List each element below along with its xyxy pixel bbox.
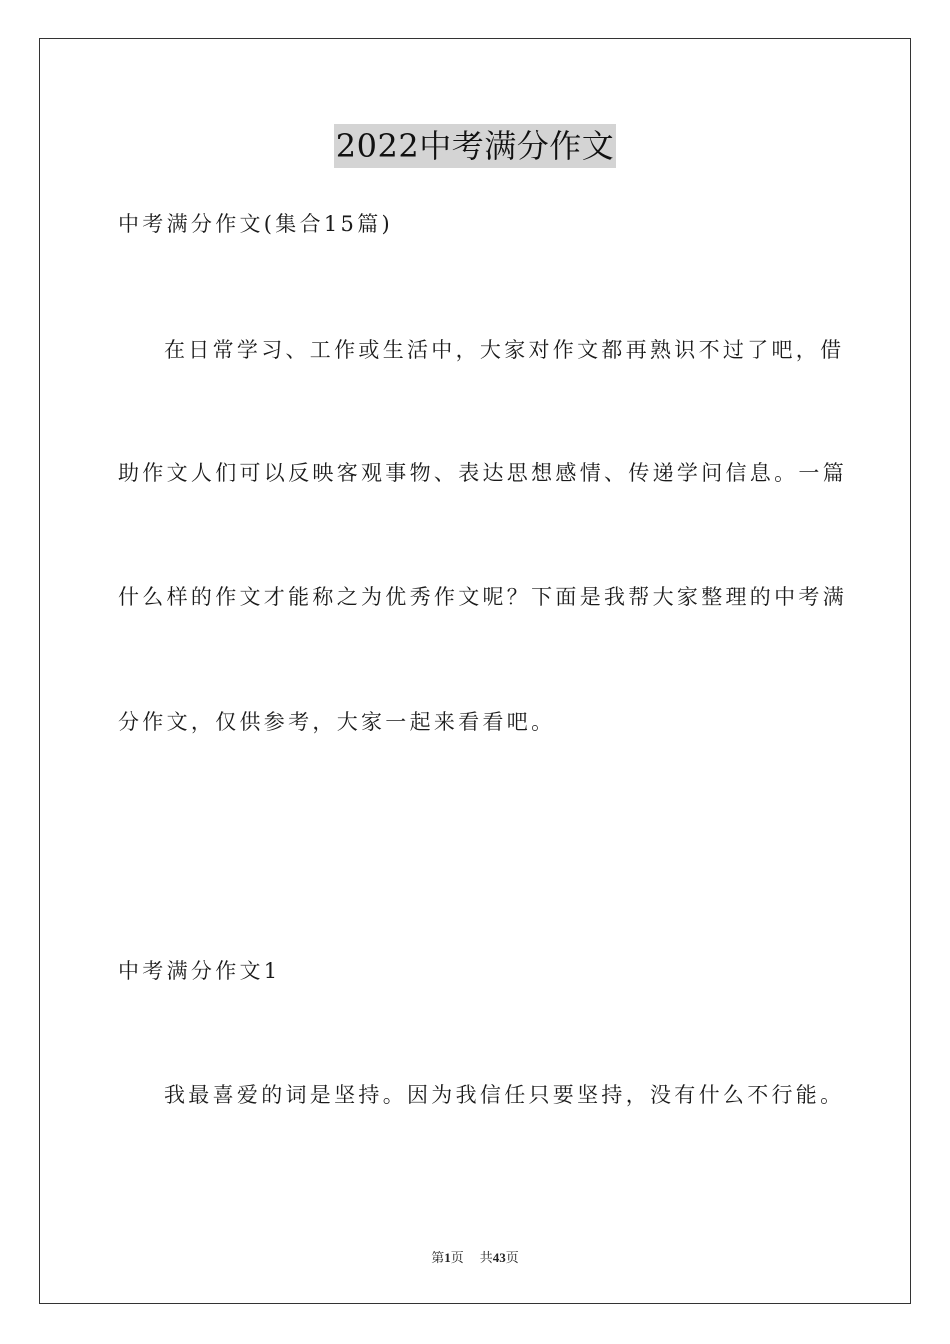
section-heading: 中考满分作文1 xyxy=(118,959,281,983)
page-footer xyxy=(0,1247,950,1266)
footer-page-prefix: 第 xyxy=(431,1250,445,1265)
document-subtitle: 中考满分作文(集合15篇) xyxy=(118,212,394,236)
footer-total-prefix: 共 xyxy=(479,1250,493,1265)
footer-page-number: 1 xyxy=(444,1250,451,1265)
intro-paragraph-line: 分作文，仅供参考，大家一起来看看吧。 xyxy=(118,710,556,734)
section-paragraph-line: 我最喜爱的词是坚持。因为我信任只要坚持，没有什么不行能。 xyxy=(164,1083,845,1107)
footer-total-pages: 43 xyxy=(492,1250,506,1265)
document-title: 2022中考满分作文 xyxy=(334,124,616,168)
footer-page-suffix: 页 xyxy=(450,1250,464,1265)
intro-paragraph-line: 在日常学习、工作或生活中，大家对作文都再熟识不过了吧，借 xyxy=(164,338,845,362)
intro-paragraph-line: 什么样的作文才能称之为优秀作文呢？下面是我帮大家整理的中考满 xyxy=(118,585,847,609)
footer-total-suffix: 页 xyxy=(505,1250,519,1265)
intro-paragraph-line: 助作文人们可以反映客观事物、表达思想感情、传递学问信息。一篇 xyxy=(118,461,847,485)
title-container xyxy=(0,124,950,168)
